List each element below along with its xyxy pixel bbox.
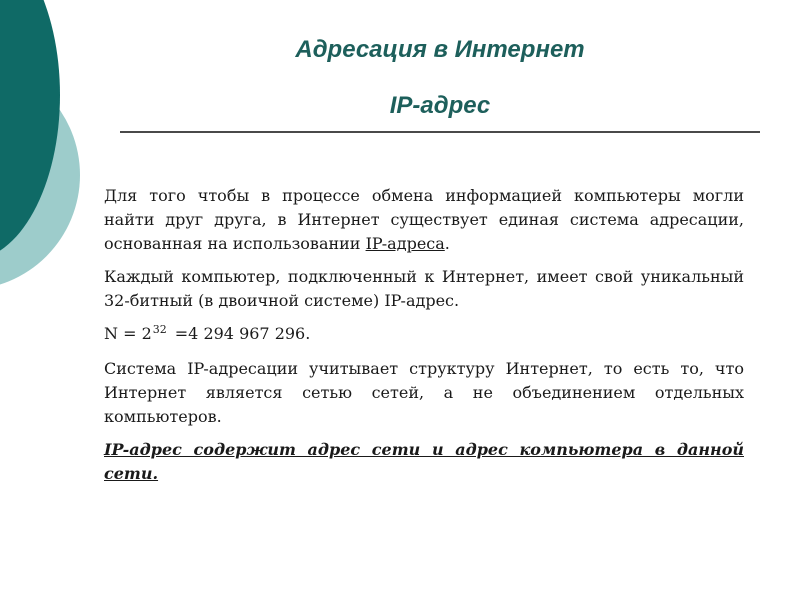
formula-exponent: 32 <box>152 323 167 336</box>
paragraph-conclusion: IP-адрес содержит адрес сети и адрес компьютера в данной сети. <box>104 440 744 483</box>
formula-line <box>104 322 744 348</box>
ip-address-link[interactable]: IP-адреса <box>365 234 445 253</box>
paragraph-network-structure: Система IP-адресации учитывает структуру Интернет, то есть то, что Интернет является сетью сетей, а не объединением отдельных компьютеров. <box>104 359 744 426</box>
paragraph-addressing-end: . <box>444 234 450 253</box>
paragraph-addressing <box>104 184 744 256</box>
formula-result: =4 294 967 296. <box>174 324 311 343</box>
slide-body <box>104 184 744 486</box>
paragraph-unique-address: Каждый компьютер, подключенный к Интернет, имеет свой уникальный 32-битный (в двоичной системе) IP-адрес. <box>104 267 744 310</box>
formula-base: N = 2 <box>104 324 152 343</box>
title-divider <box>120 131 760 133</box>
paragraph-addressing-text: Для того чтобы в процессе обмена информацией компьютеры могли найти друг друга, в Интернет существует единая система адресации, основанная на использовании <box>104 186 744 253</box>
slide-title: Адресация в Интернет <box>295 36 585 63</box>
slide-subtitle: IP-адрес <box>389 92 491 119</box>
